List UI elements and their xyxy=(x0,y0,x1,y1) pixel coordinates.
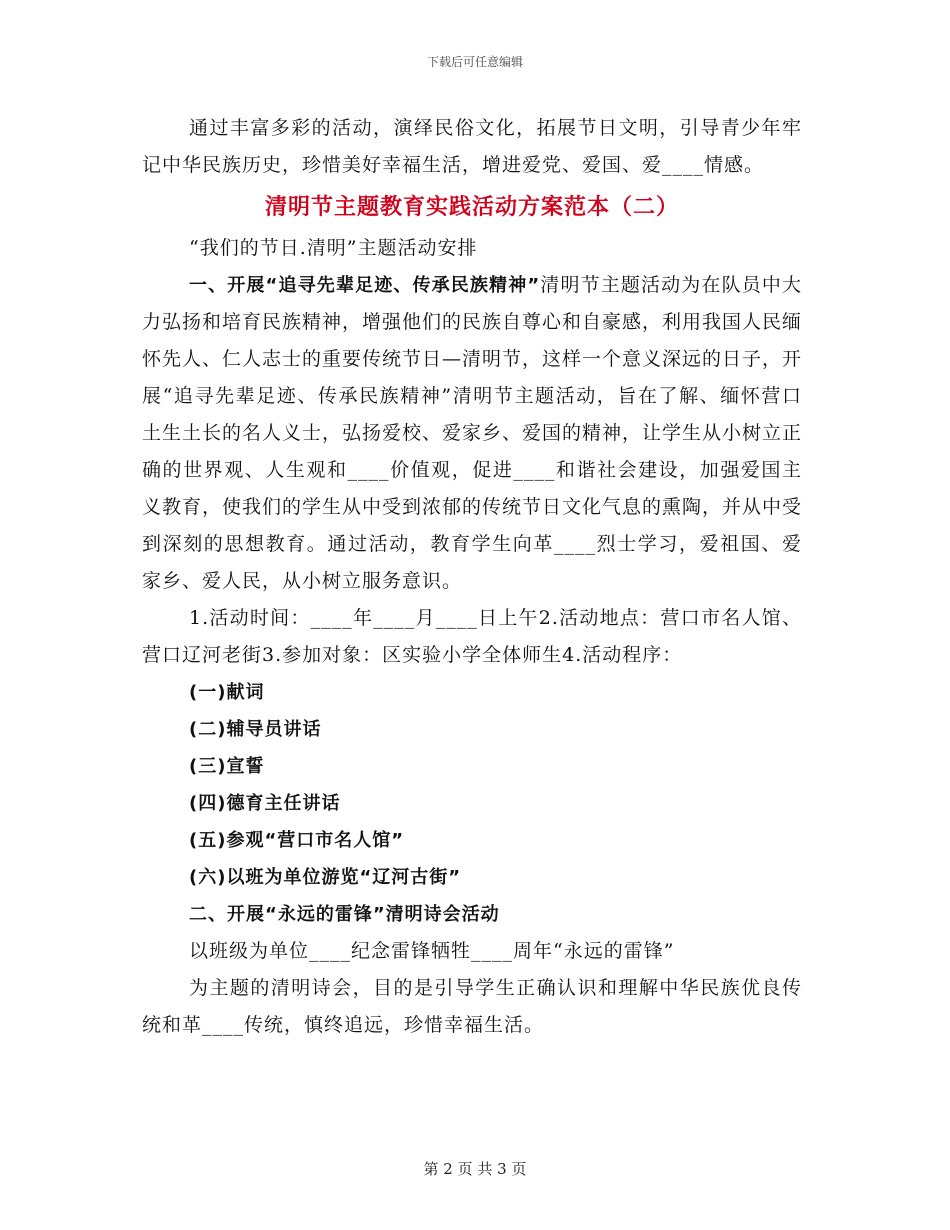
part2-line2: 为主题的清明诗会，目的是引导学生正确认识和理解中华民族优良传统和革____传统，慎终追远，珍惜幸福生活。 xyxy=(142,977,802,1036)
page-header-note: 下载后可任意编辑 xyxy=(426,55,523,69)
document-body xyxy=(142,110,802,1044)
program-item: (一)献词 xyxy=(189,682,265,703)
program-item: (四)德育主任讲话 xyxy=(189,793,341,814)
page-number: 第 2 页 共 3 页 xyxy=(423,1160,527,1178)
program-item: (三)宣誓 xyxy=(189,756,265,777)
program-item: (五)参观“营口市名人馆” xyxy=(189,830,405,851)
activity-info-paragraph: 1.活动时间：____年____月____日上午2.活动地点：营口市名人馆、营口辽河老街3.参加对象：区实验小学全体师生4.活动程序： xyxy=(142,607,802,666)
section-title: 清明节主题教育实践活动方案范本（二） xyxy=(264,195,679,220)
intro-paragraph: 通过丰富多彩的活动，演绎民俗文化，拓展节日文明，引导青少年牢记中华民族历史，珍惜美好幸福生活，增进爱党、爱国、爱____情感。 xyxy=(142,117,802,176)
part2-line1: 以班级为单位____纪念雷锋牺牲____周年“永远的雷锋” xyxy=(189,940,675,962)
program-item: (六)以班为单位游览“辽河古街” xyxy=(189,867,462,888)
part1-lead: 一、开展“追寻先辈足迹、传承民族精神” xyxy=(189,275,541,296)
part1-paragraph xyxy=(142,267,802,600)
activity-subtitle: “我们的节日.清明”主题活动安排 xyxy=(189,237,478,259)
program-item: (二)辅导员讲话 xyxy=(189,719,322,740)
part1-text: 清明节主题活动为在队员中大力弘扬和培育民族精神，增强他们的民族自尊心和自豪感，利用我国人民缅怀先人、仁人志士的重要传统节日—清明节，这样一个意义深远的日子，开展“追寻先辈足迹、传承民族精神”清明节主题活动，旨在了解、缅怀营口土生土长的名人义士，弘扬爱校、爱家乡、爱国的精神，让学生从小树立正确的世界观、人生观和____价值观，促进____和谐社会建设，加强爱国主义教育，使我们的学生从中受到浓郁的传统节日文化气息的熏陶，并从中受到深刻的思想教育。通过活动，教育学生向革____烈士学习，爱祖国、爱家乡、爱人民，从小树立服务意识。 xyxy=(142,274,803,592)
part2-title: 二、开展“永远的雷锋”清明诗会活动 xyxy=(189,904,500,925)
